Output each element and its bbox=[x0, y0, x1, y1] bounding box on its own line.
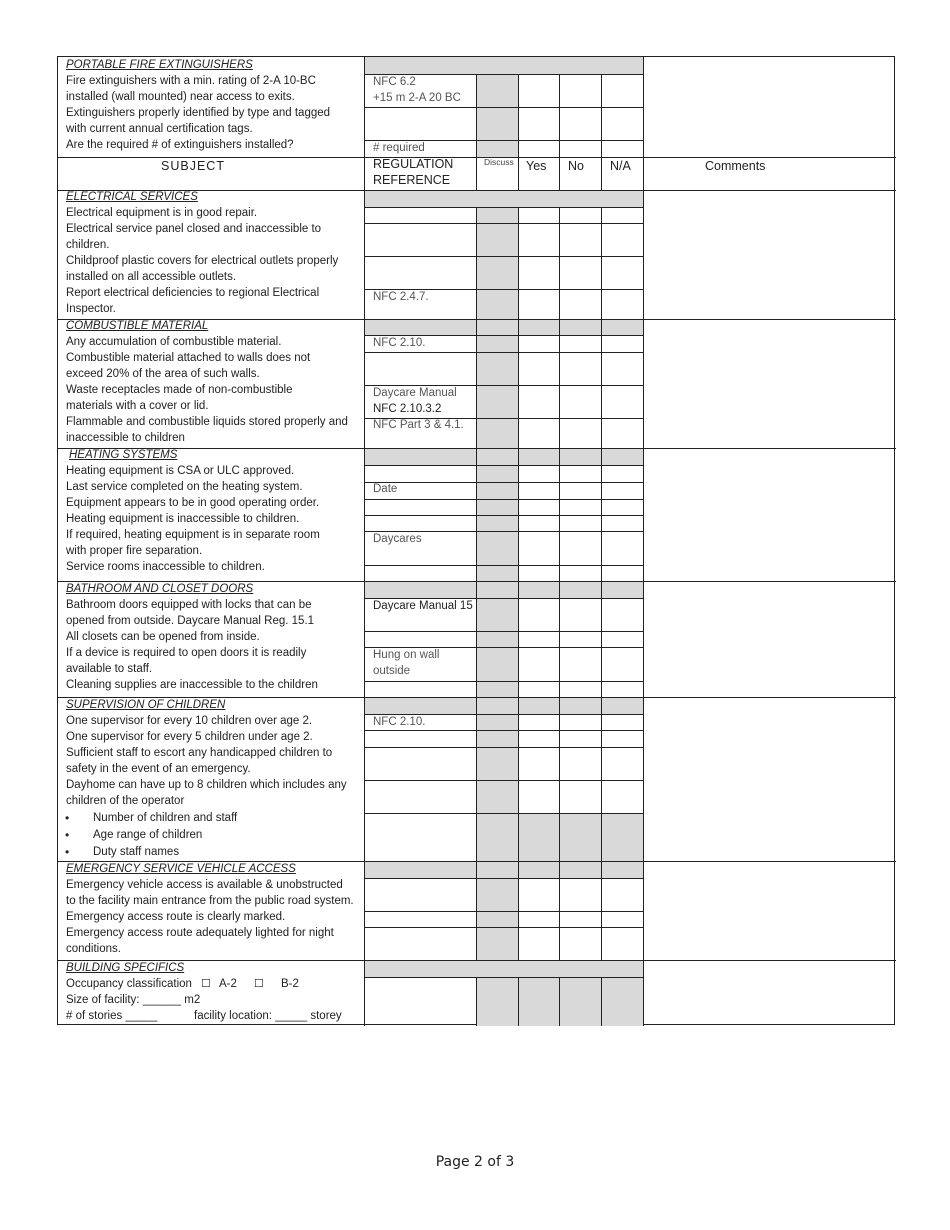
column-divider bbox=[559, 207, 560, 960]
heating-item-line: with proper fire separation. bbox=[66, 545, 203, 557]
combustible-item-line: Any accumulation of combustible material. bbox=[66, 336, 282, 348]
header-reference: REFERENCE bbox=[373, 173, 451, 187]
supervision-section-title: SUPERVISION OF CHILDREN bbox=[66, 699, 226, 711]
column-divider bbox=[559, 74, 560, 157]
combustible-item-line: Waste receptacles made of non-combustible bbox=[66, 384, 293, 396]
header-no: No bbox=[568, 159, 584, 173]
column-divider bbox=[364, 57, 365, 1026]
column-divider bbox=[601, 977, 602, 1026]
electrical-item-line: Childproof plastic covers for electrical outlets properly bbox=[66, 255, 339, 267]
reference-text: NFC 2.10. bbox=[373, 716, 426, 728]
electrical-item-line: Electrical equipment is in good repair. bbox=[66, 207, 258, 219]
column-divider bbox=[476, 207, 477, 960]
fire-item-line: Extinguishers properly identified by type and tagged bbox=[66, 107, 331, 119]
header-yes: Yes bbox=[526, 159, 547, 173]
bullet-marker: • bbox=[65, 811, 70, 825]
column-divider bbox=[518, 207, 519, 960]
supervision-item-line: One supervisor for every 5 children under age 2. bbox=[66, 731, 313, 743]
heating-item-line: If required, heating equipment is in separate room bbox=[66, 529, 320, 541]
heating-item-line: Last service completed on the heating system. bbox=[66, 481, 303, 493]
shaded-cell bbox=[518, 977, 643, 1026]
bathroom-item-line: Cleaning supplies are inaccessible to the children bbox=[66, 679, 318, 691]
bullet-marker: • bbox=[65, 828, 70, 842]
inspection-checklist-table bbox=[57, 56, 895, 1025]
emergency-item-line: Emergency access route adequately lighted for night bbox=[66, 927, 334, 939]
column-divider bbox=[643, 57, 644, 1026]
supervision-bullet-item: Duty staff names bbox=[93, 846, 180, 858]
column-divider bbox=[476, 977, 477, 1026]
supervision-item-line: Dayhome can have up to 8 children which includes any bbox=[66, 779, 347, 791]
bathroom-item-line: All closets can be opened from inside. bbox=[66, 631, 260, 643]
shaded-cell bbox=[364, 57, 643, 74]
header-regulation: REGULATION bbox=[373, 157, 454, 171]
heating-section-title: HEATING SYSTEMS bbox=[69, 449, 178, 461]
header-na: N/A bbox=[610, 159, 631, 173]
header-comments: Comments bbox=[705, 159, 766, 173]
supervision-bullet-item: Age range of children bbox=[93, 829, 203, 841]
column-divider bbox=[601, 207, 602, 960]
combustible-item-line: inaccessible to children bbox=[66, 432, 185, 444]
supervision-item-line: children of the operator bbox=[66, 795, 185, 807]
option-a2-label: A-2 bbox=[219, 978, 237, 990]
combustible-item-line: Flammable and combustible liquids stored properly and bbox=[66, 416, 348, 428]
reference-text: NFC 2.10. bbox=[373, 337, 426, 349]
reference-text: Daycare Manual 15 bbox=[373, 600, 473, 612]
shaded-cell bbox=[364, 190, 643, 207]
bathroom-item-line: If a device is required to open doors it is readily bbox=[66, 647, 307, 659]
checkbox-b2[interactable]: ☐ bbox=[254, 978, 264, 990]
shaded-cell bbox=[364, 960, 643, 977]
combustible-item-line: exceed 20% of the area of such walls. bbox=[66, 368, 260, 380]
reference-text: +15 m 2-A 20 BC bbox=[373, 92, 461, 104]
fire-item-line: Are the required # of extinguishers installed? bbox=[66, 139, 294, 151]
heating-item-line: Heating equipment is CSA or ULC approved. bbox=[66, 465, 295, 477]
facility-location-field: facility location: _____ storey bbox=[194, 1010, 342, 1022]
column-divider bbox=[559, 157, 560, 190]
row-divider bbox=[58, 448, 896, 449]
electrical-item-line: installed on all accessible outlets. bbox=[66, 271, 237, 283]
electrical-item-line: Electrical service panel closed and inaccessible to bbox=[66, 223, 322, 235]
combustible-item-line: materials with a cover or lid. bbox=[66, 400, 209, 412]
reference-text: NFC 6.2 bbox=[373, 76, 416, 88]
supervision-item-line: safety in the event of an emergency. bbox=[66, 763, 251, 775]
bathroom-item-line: opened from outside. Daycare Manual Reg. 15.1 bbox=[66, 615, 315, 627]
electrical-item-line: children. bbox=[66, 239, 110, 251]
emergency-section-title: EMERGENCY SERVICE VEHICLE ACCESS bbox=[66, 863, 296, 875]
heating-item-line: Heating equipment is inaccessible to children. bbox=[66, 513, 300, 525]
electrical-section-title: ELECTRICAL SERVICES bbox=[66, 191, 198, 203]
bullet-marker: • bbox=[65, 845, 70, 859]
electrical-item-line: Report electrical deficiencies to regional Electrical bbox=[66, 287, 320, 299]
reference-text: NFC 2.4.7. bbox=[373, 291, 429, 303]
bathroom-item-line: Bathroom doors equipped with locks that can be bbox=[66, 599, 312, 611]
stories-field: # of stories _____ bbox=[66, 1010, 158, 1022]
shaded-cell bbox=[518, 813, 643, 861]
reference-text: Hung on wall bbox=[373, 649, 440, 661]
page-footer: Page 2 of 3 bbox=[435, 1154, 515, 1170]
supervision-item-line: Sufficient staff to escort any handicapped children to bbox=[66, 747, 333, 759]
reference-text: Daycares bbox=[373, 533, 422, 545]
supervision-bullet-item: Number of children and staff bbox=[93, 812, 238, 824]
option-b2-label: B-2 bbox=[281, 978, 299, 990]
fire-item-line: installed (wall mounted) near access to exits. bbox=[66, 91, 295, 103]
reference-text: Date bbox=[373, 483, 398, 495]
column-divider bbox=[518, 74, 519, 157]
supervision-item-line: One supervisor for every 10 children over age 2. bbox=[66, 715, 313, 727]
reference-text: outside bbox=[373, 665, 411, 677]
shaded-cell bbox=[476, 714, 518, 861]
heating-item-line: Equipment appears to be in good operating order. bbox=[66, 497, 320, 509]
building-section-title: BUILDING SPECIFICS bbox=[66, 962, 185, 974]
column-divider bbox=[559, 977, 560, 1026]
fire-item-line: Fire extinguishers with a min. rating of 2-A 10-BC bbox=[66, 75, 316, 87]
emergency-item-line: conditions. bbox=[66, 943, 121, 955]
reference-text: # required bbox=[373, 142, 425, 154]
bathroom-item-line: available to staff. bbox=[66, 663, 153, 675]
column-divider bbox=[476, 74, 477, 157]
checkbox-a2[interactable]: ☐ bbox=[201, 978, 211, 990]
shaded-cell bbox=[476, 878, 518, 960]
occupancy-label: Occupancy classification bbox=[66, 978, 192, 990]
reference-text: NFC 2.10.3.2 bbox=[373, 403, 442, 415]
bathroom-section-title: BATHROOM AND CLOSET DOORS bbox=[66, 583, 254, 595]
combustible-item-line: Combustible material attached to walls does not bbox=[66, 352, 311, 364]
shaded-cell bbox=[476, 977, 518, 1026]
header-subject: SUBJECT bbox=[161, 159, 225, 173]
shaded-cell bbox=[476, 74, 518, 157]
column-divider bbox=[601, 74, 602, 157]
heating-item-line: Service rooms inaccessible to children. bbox=[66, 561, 265, 573]
electrical-item-line: Inspector. bbox=[66, 303, 116, 315]
fire-section-title: PORTABLE FIRE EXTINGUISHERS bbox=[66, 59, 253, 71]
header-discuss: Discuss bbox=[484, 157, 514, 167]
column-divider bbox=[518, 977, 519, 1026]
emergency-item-line: Emergency access route is clearly marked. bbox=[66, 911, 286, 923]
emergency-item-line: Emergency vehicle access is available & unobstructed bbox=[66, 879, 343, 891]
reference-text: Daycare Manual bbox=[373, 387, 457, 399]
column-divider bbox=[518, 157, 519, 190]
fire-item-line: with current annual certification tags. bbox=[66, 123, 253, 135]
column-divider bbox=[601, 157, 602, 190]
column-divider bbox=[476, 157, 477, 190]
reference-text: NFC Part 3 & 4.1. bbox=[373, 419, 464, 431]
facility-size-field: Size of facility: ______ m2 bbox=[66, 994, 201, 1006]
combustible-section-title: COMBUSTIBLE MATERIAL bbox=[66, 320, 209, 332]
emergency-item-line: to the facility main entrance from the public road system. bbox=[66, 895, 354, 907]
